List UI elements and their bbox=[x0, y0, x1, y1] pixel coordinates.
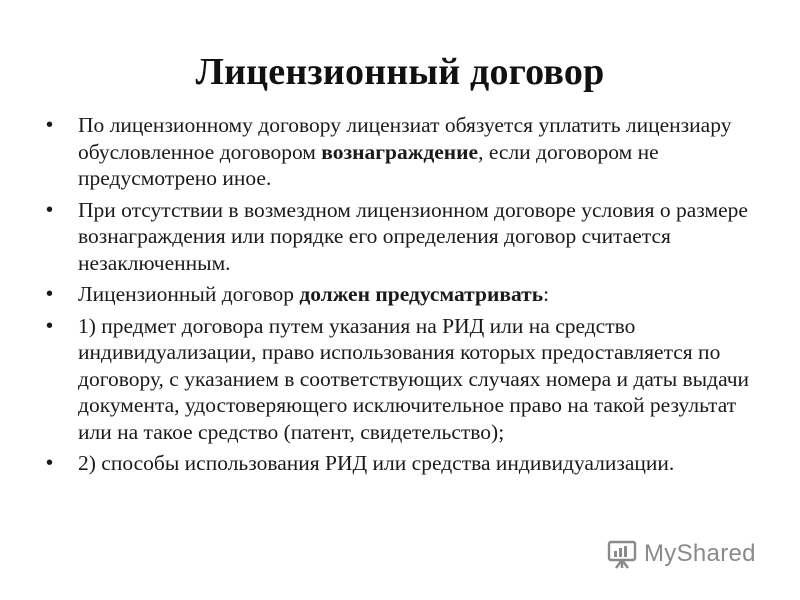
myshared-logo-icon bbox=[606, 538, 638, 570]
bullet-marker: • bbox=[46, 314, 54, 337]
bullet-text-run: Лицензионный договор bbox=[78, 282, 300, 306]
bullet-text-run: 1) предмет договора путем указания на РИД или на средство индивидуализации, право использования которых предоставляется по договору, с указанием в соответствующих случаях номера и даты выдачи документа, удостоверяющего исключительное право на такой результат или на такое средство (патент, свидетельство); bbox=[78, 313, 750, 444]
bullet-item bbox=[46, 197, 766, 277]
bullet-marker: • bbox=[46, 452, 54, 474]
bullet-text bbox=[78, 198, 748, 275]
bullet-marker: • bbox=[46, 198, 54, 221]
bullet-item bbox=[46, 313, 766, 446]
bullet-item bbox=[46, 112, 766, 192]
bullet-text-run: По лицензионному договору лицензиат обязуется уплатить лицензиару обусловленное договором bbox=[78, 113, 732, 164]
bullet-text bbox=[78, 282, 549, 306]
bullet-text bbox=[78, 451, 674, 475]
bullet-list bbox=[46, 112, 766, 482]
bullet-item bbox=[46, 281, 766, 308]
watermark-text: MyShared bbox=[644, 540, 756, 567]
slide-title: Лицензионный договор bbox=[195, 51, 605, 93]
bullet-marker: • bbox=[46, 114, 54, 136]
bullet-text-bold-run: вознаграждение bbox=[321, 139, 479, 164]
bullet-text-run: 2) способы использования РИД или средства индивидуализации. bbox=[78, 451, 675, 475]
bullet-marker: • bbox=[46, 283, 54, 305]
bullet-text-run: При отсутствии в возмездном лицензионном договоре условия о размере вознаграждения или порядке его определения договор считается незаключенным. bbox=[78, 197, 748, 275]
bullet-text bbox=[78, 314, 749, 444]
bullet-text bbox=[78, 113, 731, 190]
bullet-text-bold-run: должен предусматривать bbox=[299, 282, 544, 306]
bullet-text-run: , если договором не предусмотрено иное. bbox=[78, 139, 659, 190]
bullet-item bbox=[46, 450, 766, 477]
bullet-text-run: : bbox=[543, 282, 550, 306]
watermark bbox=[606, 536, 756, 572]
